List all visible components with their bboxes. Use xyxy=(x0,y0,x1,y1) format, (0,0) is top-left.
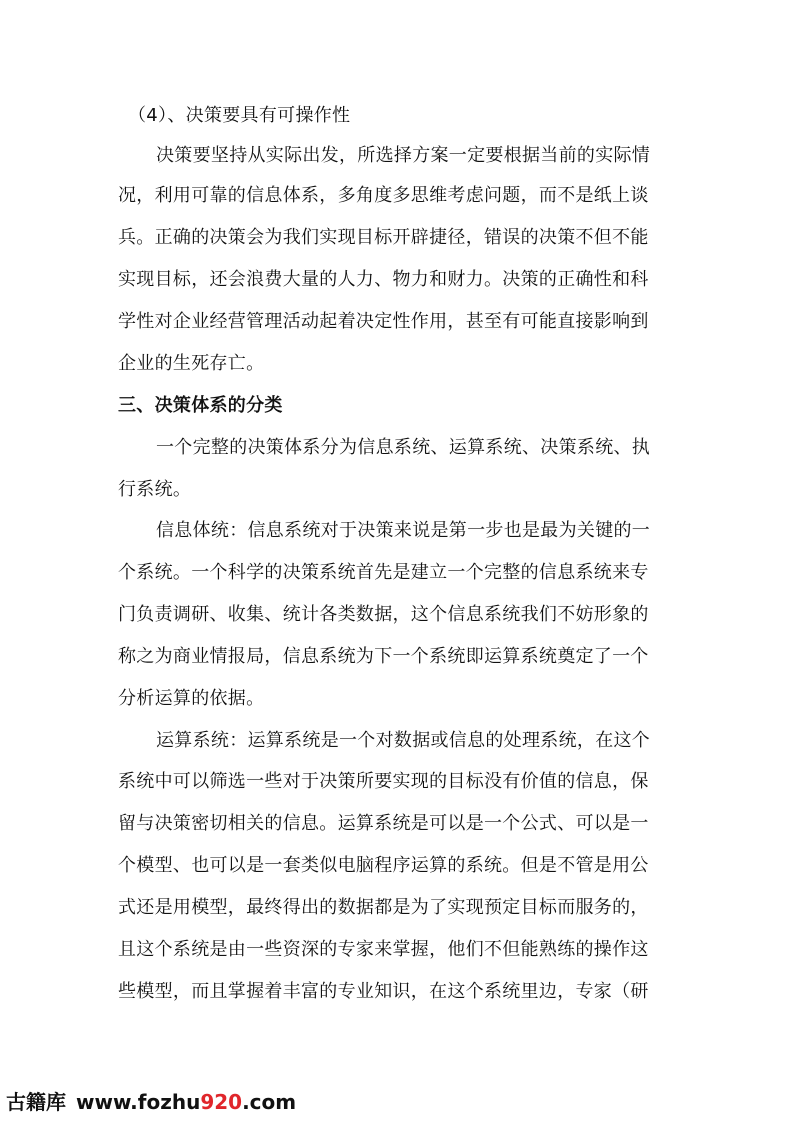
paragraph-line: 一个完整的决策体系分为信息系统、运算系统、决策系统、执 xyxy=(156,437,651,458)
paragraph-line: 企业的生死存亡。 xyxy=(118,353,265,374)
paragraph-line: 分析运算的依据。 xyxy=(118,688,265,709)
footer-url-number: 920 xyxy=(200,1090,243,1114)
paragraph-line: 实现目标，还会浪费大量的人力、物力和财力。决策的正确性和科 xyxy=(118,269,649,290)
paragraph-line: 式还是用模型，最终得出的数据都是为了实现预定目标而服务的， xyxy=(118,897,649,918)
paragraph-line: 且这个系统是由一些资深的专家来掌握，他们不但能熟练的操作这 xyxy=(118,939,649,960)
section-heading: 三、决策体系的分类 xyxy=(118,395,283,416)
paragraph-line: 决策要坚持从实际出发，所选择方案一定要根据当前的实际情 xyxy=(156,145,651,166)
paragraph-line: 留与决策密切相关的信息。运算系统是可以是一个公式、可以是一 xyxy=(118,813,649,834)
subheading: （4）、决策要具有可操作性 xyxy=(128,105,351,126)
paragraph-line: 行系统。 xyxy=(118,479,192,500)
paragraph-line: 况，利用可靠的信息体系，多角度多思维考虑问题，而不是纸上谈 xyxy=(118,185,649,206)
paragraph-line: 些模型，而且掌握着丰富的专业知识，在这个系统里边，专家（研 xyxy=(118,981,649,1002)
paragraph-line: 运算系统：运算系统是一个对数据或信息的处理系统，在这个 xyxy=(156,730,651,751)
footer-brand: 古籍库 xyxy=(6,1090,66,1114)
footer-url-suffix: .com xyxy=(242,1090,297,1114)
paragraph-line: 系统中可以筛选一些对于决策所要实现的目标没有价值的信息，保 xyxy=(118,771,649,792)
paragraph-line: 个系统。一个科学的决策系统首先是建立一个完整的信息系统来专 xyxy=(118,562,649,583)
paragraph-line: 门负责调研、收集、统计各类数据，这个信息系统我们不妨形象的 xyxy=(118,604,649,625)
footer-url-prefix: www.fozhu xyxy=(76,1090,201,1114)
paragraph-line: 称之为商业情报局，信息系统为下一个系统即运算系统奠定了一个 xyxy=(118,646,649,667)
paragraph-line: 兵。正确的决策会为我们实现目标开辟捷径，错误的决策不但不能 xyxy=(118,227,649,248)
paragraph-line: 个模型、也可以是一套类似电脑程序运算的系统。但是不管是用公 xyxy=(118,855,649,876)
paragraph-line: 信息体统：信息系统对于决策来说是第一步也是最为关键的一 xyxy=(156,520,651,541)
paragraph-line: 学性对企业经营管理活动起着决定性作用，甚至有可能直接影响到 xyxy=(118,311,649,332)
watermark-footer xyxy=(6,1086,296,1118)
